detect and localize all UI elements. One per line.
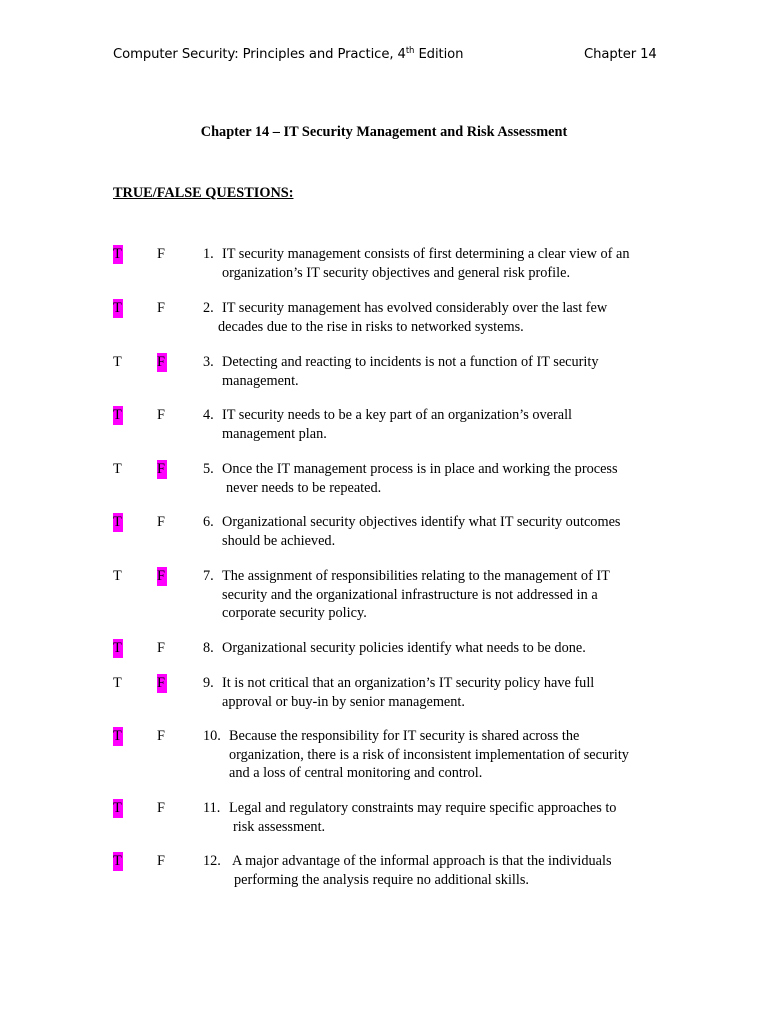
question-text	[232, 852, 692, 889]
false-option: F	[157, 728, 165, 744]
true-option: T	[113, 568, 122, 584]
chapter-title: Chapter 14 – IT Security Management and Risk Assessment	[200, 124, 568, 140]
question-line: should be achieved.	[222, 532, 336, 549]
true-option: T	[113, 800, 122, 816]
false-option: F	[157, 674, 167, 693]
false-option: F	[157, 567, 167, 586]
false-option: F	[157, 407, 165, 423]
question-text	[222, 245, 682, 282]
question-number: 8.	[203, 640, 214, 656]
question-number: 6.	[203, 514, 214, 530]
question-line: risk assessment.	[233, 818, 326, 835]
true-option: T	[113, 728, 122, 744]
question-text	[222, 353, 682, 390]
question-line: Because the responsibility for IT security is shared across the	[229, 728, 580, 744]
question-line: A major advantage of the informal approach is that the individuals	[232, 853, 612, 869]
question-text	[222, 639, 682, 658]
question-line: The assignment of responsibilities relating to the management of IT	[222, 568, 610, 584]
question-text	[222, 406, 682, 443]
question-line: performing the analysis require no additional skills.	[234, 871, 530, 888]
question-line: corporate security policy.	[222, 605, 367, 621]
false-option: F	[157, 514, 165, 530]
question-line: management plan.	[222, 425, 327, 442]
question-line: management.	[222, 372, 299, 389]
question-number: 1.	[203, 246, 214, 262]
question-number: 10.	[203, 728, 221, 744]
false-option: F	[157, 800, 165, 816]
question-number: 9.	[203, 675, 214, 691]
question-number: 7.	[203, 568, 214, 584]
question-line: decades due to the rise in risks to networked systems.	[218, 318, 524, 335]
question-number: 3.	[203, 354, 214, 370]
false-option: F	[157, 640, 165, 656]
book-title-text: Computer Security: Principles and Practice, 4	[113, 47, 406, 62]
question-line: never needs to be repeated.	[226, 479, 382, 496]
question-text	[222, 567, 682, 623]
question-text	[229, 727, 689, 783]
question-line: approval or buy-in by senior management.	[222, 693, 465, 710]
true-option: T	[113, 300, 122, 316]
question-text	[218, 299, 682, 336]
false-option: F	[157, 460, 167, 479]
question-line: IT security management consists of first determining a clear view of an	[222, 246, 630, 262]
question-line: Detecting and reacting to incidents is not a function of IT security	[222, 354, 599, 370]
section-heading: TRUE/FALSE QUESTIONS:	[113, 185, 294, 201]
edition-suffix: Edition	[414, 47, 464, 62]
false-option: F	[157, 246, 165, 262]
question-line: security and the organizational infrastructure is not addressed in a	[222, 586, 598, 603]
question-number: 4.	[203, 407, 214, 423]
question-text	[222, 513, 682, 550]
true-option: T	[113, 853, 122, 869]
question-number: 2.	[203, 300, 214, 316]
true-option: T	[113, 407, 122, 423]
question-line: organization, there is a risk of inconsistent implementation of security	[229, 746, 629, 763]
question-line: Once the IT management process is in place and working the process	[222, 461, 618, 477]
true-option: T	[113, 675, 122, 691]
false-option: F	[157, 853, 165, 869]
true-option: T	[113, 640, 122, 656]
question-number: 5.	[203, 461, 214, 477]
question-text	[229, 799, 689, 836]
question-number: 11.	[203, 800, 221, 816]
false-option: F	[157, 353, 167, 372]
question-line: Organizational security objectives identify what IT security outcomes	[222, 514, 621, 530]
question-line: Legal and regulatory constraints may require specific approaches to	[229, 800, 617, 816]
running-header-book-title	[113, 47, 463, 62]
true-option: T	[113, 461, 122, 477]
question-line: IT security needs to be a key part of an organization’s overall	[222, 407, 573, 423]
question-line: It is not critical that an organization’s IT security policy have full	[222, 675, 595, 691]
running-header-chapter: Chapter 14	[584, 47, 657, 62]
question-text	[222, 460, 682, 497]
question-text	[222, 674, 682, 711]
true-option: T	[113, 354, 122, 370]
question-line: organization’s IT security objectives and general risk profile.	[222, 264, 571, 281]
false-option: F	[157, 300, 165, 316]
question-line: Organizational security policies identify what needs to be done.	[222, 640, 586, 656]
edition-superscript: th	[405, 46, 415, 56]
question-line: and a loss of central monitoring and control.	[229, 765, 483, 781]
true-option: T	[113, 246, 122, 262]
true-option: T	[113, 514, 122, 530]
question-line: IT security management has evolved considerably over the last few	[222, 300, 608, 316]
question-number: 12.	[203, 853, 221, 869]
